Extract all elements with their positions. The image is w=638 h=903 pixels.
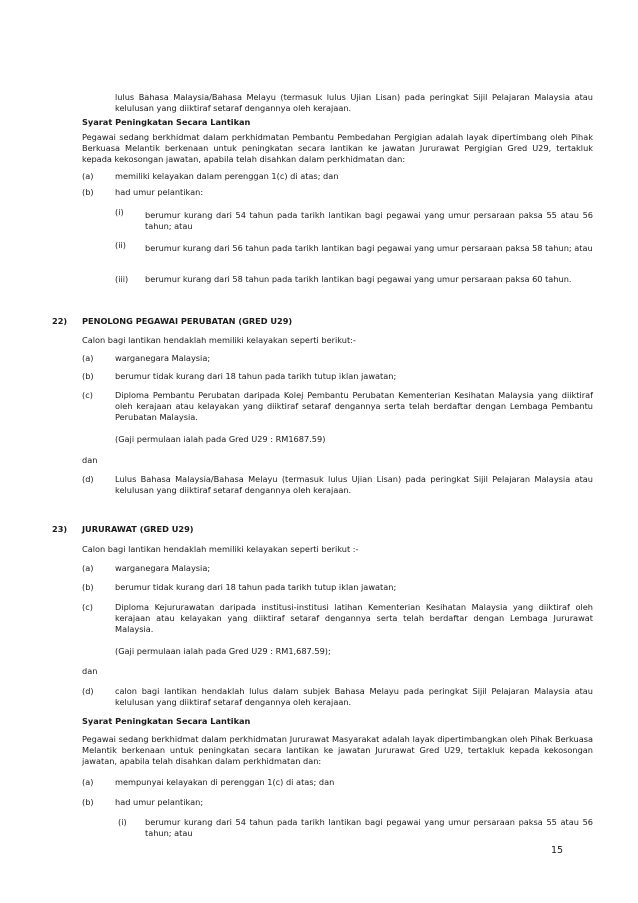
list-label: (d) [82,474,94,484]
sublist-label: (i) [118,817,127,827]
sublist-item-text: berumur kurang dari 54 tahun pada tarikh lantikan bagi pegawai yang umur persaraan paksa 55 atau 56 tahun; atau [145,817,593,839]
salary-note: (Gaji permulaan ialah pada Gred U29 : RM1,687.59); [115,646,331,656]
section-intro: Calon bagi lantikan hendaklah memiliki kelayakan seperti berikut :- [82,544,359,554]
list-item-text: memiliki kelayakan dalam perenggan 1(c) di atas; dan [115,171,339,181]
conjunction-text: dan [82,666,98,676]
list-item-text: berumur tidak kurang dari 18 tahun pada tarikh tutup iklan jawatan; [115,582,397,592]
list-item-text: Lulus Bahasa Malaysia/Bahasa Melayu (termasuk lulus Ujian Lisan) pada peringkat Sijil Pelajaran Malaysia atau kelulusan yang diiktiraf setaraf dengannya oleh kerajaan. [115,474,593,496]
list-label: (a) [82,353,94,363]
list-label: (c) [82,602,93,612]
list-item-text: had umur pelantikan: [115,187,204,197]
list-item-text: warganegara Malaysia; [115,353,211,363]
list-label: (a) [82,777,94,787]
list-item-text: calon bagi lantikan hendaklah lulus dalam subjek Bahasa Melayu pada peringkat Sijil Pelajaran Malaysia atau kelulusan yang diiktiraf setaraf dengannya oleh kerajaan. [115,686,593,708]
sublist-item-text: berumur kurang dari 54 tahun pada tarikh lantikan bagi pegawai yang umur persaraan paksa 55 atau 56 tahun; atau [145,210,593,232]
body-paragraph: Pegawai sedang berkhidmat dalam perkhidmatan Jururawat Masyarakat adalah layak dipertimbangkan oleh Pihak Berkuasa Melantik berkenaan untuk peningkatan secara lantikan ke jawatan Jururawat Gred U29, tertakluk kepada kekosongan jawatan, apabila telah disahkan dalam perkhidmatan dan: [82,734,593,767]
list-label: (a) [82,171,94,181]
list-label: (c) [82,390,93,400]
list-label: (d) [82,686,94,696]
list-item-text: Diploma Pembantu Perubatan daripada Kolej Pembantu Perubatan Kementerian Kesihatan Malaysia yang diiktiraf oleh kerajaan atau kelayakan yang diiktiraf setaraf dengannya serta telah berdaftar dengan Lembaga Pembantu Perubatan Malaysia. [115,390,593,423]
section-title: JURURAWAT (GRED U29) [82,524,194,534]
list-label: (b) [82,187,94,197]
sublist-label: (ii) [115,240,126,250]
list-item-text: Diploma Kejururawatan daripada institusi-institusi latihan Kementerian Kesihatan Malaysia yang diiktiraf oleh kerajaan atau kelayakan yang diiktiraf setaraf dengannya serta telah berdaftar dengan Lembaga Jururawat Malaysia. [115,602,593,635]
section-number: 22) [52,316,68,326]
list-label: (b) [82,582,94,592]
sublist-item-text: berumur kurang dari 58 tahun pada tarikh lantikan bagi pegawai yang umur persaraan paksa 60 tahun. [145,274,572,284]
list-label: (b) [82,371,94,381]
list-label: (b) [82,797,94,807]
list-item-text: had umur pelantikan; [115,797,204,807]
sublist-label: (iii) [115,274,129,284]
section-heading: Syarat Peningkatan Secara Lantikan [82,716,251,726]
list-item-text: mempunyai kelayakan di perenggan 1(c) di atas; dan [115,777,335,787]
continuation-text: lulus Bahasa Malaysia/Bahasa Melayu (termasuk lulus Ujian Lisan) pada peringkat Sijil Pelajaran Malaysia atau kelulusan yang diiktiraf setaraf dengannya oleh kerajaan. [115,92,593,114]
list-item-text: warganegara Malaysia; [115,563,211,573]
list-item-text: berumur tidak kurang dari 18 tahun pada tarikh tutup iklan jawatan; [115,371,397,381]
list-label: (a) [82,563,94,573]
salary-note: (Gaji permulaan ialah pada Gred U29 : RM1687.59) [115,434,326,444]
page-number: 15 [551,845,564,856]
section-heading: Syarat Peningkatan Secara Lantikan [82,117,251,127]
section-number: 23) [52,524,68,534]
sublist-item-text: berumur kurang dari 56 tahun pada tarikh lantikan bagi pegawai yang umur persaraan paksa 58 tahun; atau [145,243,593,253]
sublist-label: (i) [115,207,124,217]
section-title: PENOLONG PEGAWAI PERUBATAN (GRED U29) [82,316,293,326]
section-intro: Calon bagi lantikan hendaklah memiliki kelayakan seperti berikut:- [82,335,356,345]
conjunction-text: dan [82,455,98,465]
body-paragraph: Pegawai sedang berkhidmat dalam perkhidmatan Pembantu Pembedahan Pergigian adalah layak dipertimbang oleh Pihak Berkuasa Melantik berkenaan untuk peningkatan secara lantikan ke jawatan Jururawat Pergigian Gred U29, tertakluk kepada kekosongan jawatan, apabila telah disahkan dalam perkhidmatan dan: [82,132,593,165]
